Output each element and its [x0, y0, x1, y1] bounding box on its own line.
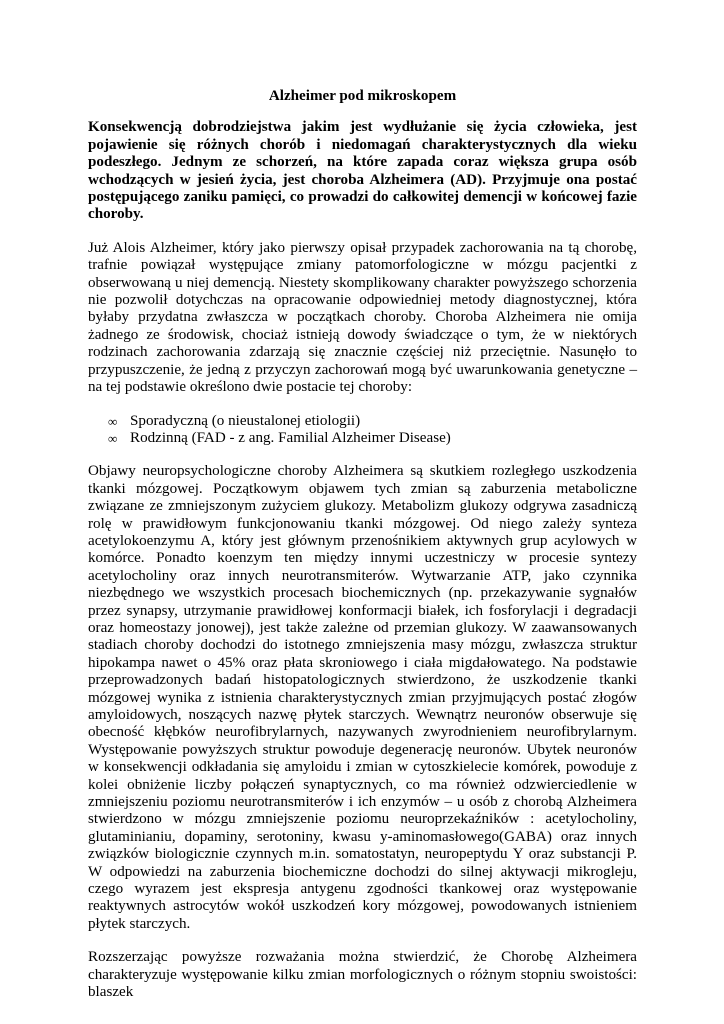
lead-paragraph: Konsekwencją dobrodziejstwa jakim jest wydłużanie się życia człowieka, jest pojawienie się różnych chorób i niedomagań charakterystycznych dla wieku podeszłego. Jednym ze schorzeń, na które zapada coraz większa grupa osób wchodzących w jesień życia, jest choroba Alzheimera (AD). Przyjmuje ona postać postępującego zaniku pamięci, co prowadzi do całkowitej demencji w końcowej fazie choroby. [88, 119, 637, 223]
body-paragraph-1: Już Alois Alzheimer, który jako pierwszy opisał przypadek zachorowania na tą chorobę, trafnie powiązał występujące zmiany patomorfologiczne w mózgu pacjentki z obserwowaną u niej demencją. Niestety skomplikowany charakter powyższego schorzenia nie pozwolił dotychczas na opracowanie odpowiedniej metody diagnostycznej, która byłaby przydatna zwłaszcza w początkach choroby. Choroba Alzheimera nie omija żadnego ze środowisk, chociaż istnieją dowody świadczące o tym, że w niektórych rodzinach zachorowania zdarzają się znacznie częściej niż przeciętnie. Nasunęło to przypuszczenie, że jedną z przyczyn zachorowań mogą być uwarunkowania genetyczne – na tej podstawie określono dwie postacie tej choroby: [88, 239, 637, 396]
body-paragraph-3: Rozszerzając powyższe rozważania można stwierdzić, że Chorobę Alzheimera charakteryzuje występowanie kilku zmian morfologicznych o różnym stopniu swoistości: blaszek [88, 949, 637, 1001]
list-item-text: Rodzinną (FAD - z ang. Familial Alzheimer Disease) [130, 429, 451, 446]
list-item-text: Sporadyczną (o nieustalonej etiologii) [130, 412, 361, 429]
infinity-bullet-icon: ∞ [108, 430, 118, 446]
document-title: Alzheimer pod mikroskopem [268, 88, 457, 104]
disease-forms-list [88, 413, 637, 448]
body-paragraph-2: Objawy neuropsychologiczne choroby Alzheimera są skutkiem rozległego uszkodzenia tkanki mózgowej. Początkowym objawem tych zmian są zaburzenia metaboliczne związane ze zmniejszonym zużyciem glukozy. Metabolizm glukozy odgrywa zasadniczą rolę w prawidłowym funkcjonowaniu tkanki mózgowej. Od niego zależy synteza acetylokoenzymu A, który jest głównym przenośnikiem aktywnych grup acylowych w komórce. Ponadto koenzym ten między innymi uczestniczy w procesie syntezy acetylocholiny oraz innych neurotransmiterów. Wytwarzanie ATP, jako czynnika niezbędnego we wszystkich procesach biochemicznych (np. przekazywanie sygnałów przez synapsy, utrzymanie prawidłowej konformacji białek, ich fosforylacji i degradacji oraz homeostazy jonowej), jest także zależne od przemian glukozy. W zaawansowanych stadiach choroby dochodzi do istotnego zmniejszenia masy mózgu, zwłaszcza struktur hipokampa nawet o 45% oraz płata skroniowego i ciała migdałowatego. Na podstawie przeprowadzonych badań histopatologicznych stwierdzono, że uszkodzenie tkanki mózgowej wynika z istnienia charakterystycznych zmian przyjmujących postać złogów amyloidowych, noszących nazwę płytek starczych. Wewnątrz neuronów obserwuje się obecność kłębków neurofibrylarnych, nazywanych zwyrodnieniem neurofibrylarnym. Występowanie powyższych struktur powoduje degenerację neuronów. Ubytek neuronów w konsekwencji odkładania się amyloidu i zmian w cytoszkielecie komórek, powoduje z kolei obniżenie liczby połączeń synaptycznych, co ma również odzwierciedlenie w zmniejszeniu poziomu neurotransmiterów i ich enzymów – u osób z chorobą Alzheimera stwierdzono w mózgu zmniejszenie poziomu neuroprzekaźników : acetylocholiny, glutaminianiu, dopaminy, serotoniny, kwasu y-aminomasłowego(GABA) oraz innych związków biologicznie czynnych m.in. somatostatyn, neuropeptydu Y oraz substancji P. W odpowiedzi na zaburzenia biochemiczne dochodzi do silnej aktywacji mikrogleju, czego wyrazem jest ekspresja antygenu zgodności tkankowej oraz występowanie reaktywnych astrocytów wokół uszkodzeń kory mózgowej, powodowanych istnieniem płytek starczych. [88, 463, 637, 932]
infinity-bullet-icon: ∞ [108, 413, 118, 429]
list-item [108, 413, 637, 430]
list-item [108, 430, 637, 447]
